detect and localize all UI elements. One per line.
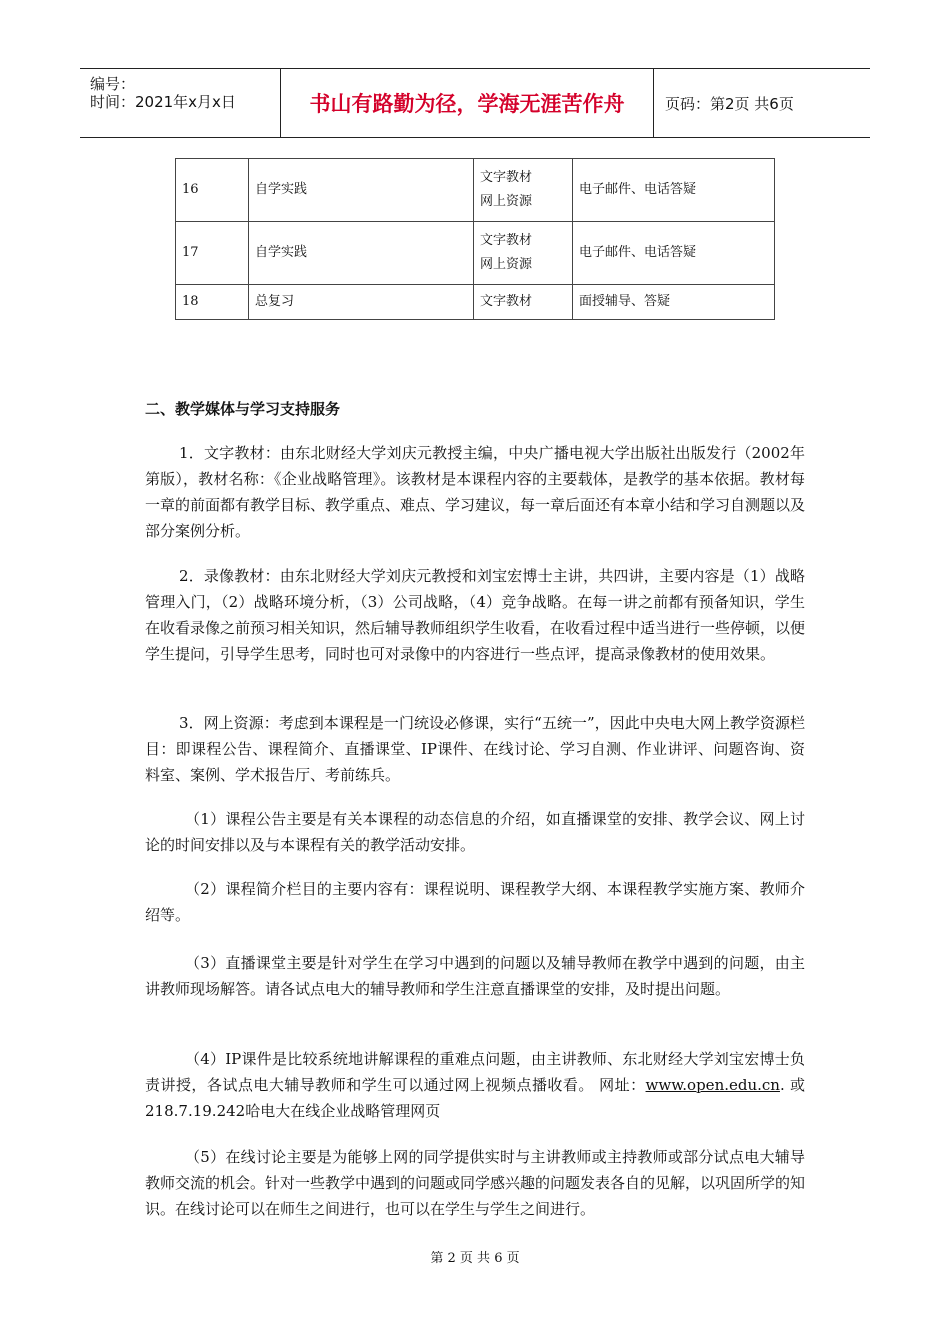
header-page-info: 页码：第2页 共6页 [665,94,794,113]
cell-media [474,285,573,320]
paragraph-course-announcement: （1）课程公告主要是有关本课程的动态信息的介绍，如直播课堂的安排、教学会议、网上讨论的时间安排以及与本课程有关的教学活动安排。 [145,810,805,854]
ip-courseware-text: （4）IP课件是比较系统地讲解课程的重难点问题，由主讲教师、东北财经大学刘宝宏博士负责讲授，各试点电大辅导教师和学生可以通过网上视频点播收看。 网址： [145,1050,805,1094]
paragraph-ip-courseware [145,1046,805,1124]
page-header [80,68,870,138]
page-footer: 第 2 页 共 6 页 [430,1251,520,1266]
cell-support: 电子邮件、电话答疑 [573,159,775,222]
paragraph-live-class: （3）直播课堂主要是针对学生在学习中遇到的问题以及辅导教师在教学中遇到的问题，由主讲教师现场解答。请各试点电大的辅导教师和学生注意直播课堂的安排，及时提出问题。 [145,954,805,998]
schedule-table [175,158,775,320]
cell-num: 18 [176,285,249,320]
media-item: 网上资源 [480,257,533,272]
paragraph-online-discussion: （5）在线讨论主要是为能够上网的同学提供实时与主讲教师或主持教师或部分试点电大辅导教师交流的机会。针对一些教学中遇到的问题或同学感兴趣的问题发表各自的见解，以巩固所学的知识。在线讨论可以在师生之间进行，也可以在学生与学生之间进行。 [145,1148,806,1218]
code-label: 编号： [90,75,136,93]
website-link[interactable]: www.open.edu.cn [645,1076,780,1094]
cell-num: 16 [176,159,249,222]
header-divider [280,69,281,137]
section-title: 二、教学媒体与学习支持服务 [145,400,341,418]
paragraph-online-resources: 3．网上资源：考虑到本课程是一门统设必修课，实行“五统一”，因此中央电大网上教学资源栏目：即课程公告、课程简介、直播课堂、IP课件、在线讨论、学习自测、作业讲评、问题咨询、资料室、案例、学术报告厅、考前练兵。 [145,714,805,784]
media-item: 文字教材 [480,294,533,309]
table-row [176,159,775,222]
cell-content: 自学实践 [249,222,474,285]
cell-media [474,159,573,222]
media-item: 文字教材 [480,233,533,248]
date-label: 时间：2021年x月x日 [90,93,236,111]
header-divider [653,69,654,137]
paragraph-course-intro: （2）课程简介栏目的主要内容有：课程说明、课程教学大纲、本课程教学实施方案、教师介绍等。 [145,880,805,924]
media-item: 文字教材 [480,170,533,185]
header-meta [80,69,280,137]
paragraph-text-material: 1．文字教材：由东北财经大学刘庆元教授主编，中央广播电视大学出版社出版发行（2002年第版），教材名称：《企业战略管理》。该教材是本课程内容的主要载体，是教学的基本依据。教材每一章的前面都有教学目标、教学重点、难点、学习建议，每一章后面还有本章小结和学习自测题以及部分案例分析。 [145,444,806,540]
cell-num: 17 [176,222,249,285]
cell-content: 总复习 [249,285,474,320]
cell-support: 面授辅导、答疑 [573,285,775,320]
table-row [176,285,775,320]
ip-courseware-tail: . 或218.7.19.242哈电大在线企业战略管理网页 [145,1076,805,1120]
cell-support: 电子邮件、电话答疑 [573,222,775,285]
media-item: 网上资源 [480,194,533,209]
cell-content: 自学实践 [249,159,474,222]
cell-media [474,222,573,285]
header-motto: 书山有路勤为径，学海无涯苦作舟 [309,92,625,116]
table-row [176,222,775,285]
paragraph-video-material: 2．录像教材：由东北财经大学刘庆元教授和刘宝宏博士主讲，共四讲，主要内容是（1）战略管理入门，（2）战略环境分析，（3）公司战略，（4）竞争战略。在每一讲之前都有预备知识，学生在收看录像之前预习相关知识，然后辅导教师组织学生收看，在收看过程中适当进行一些停顿，以便学生提问，引导学生思考，同时也可对录像中的内容进行一些点评，提高录像教材的使用效果。 [145,567,806,663]
